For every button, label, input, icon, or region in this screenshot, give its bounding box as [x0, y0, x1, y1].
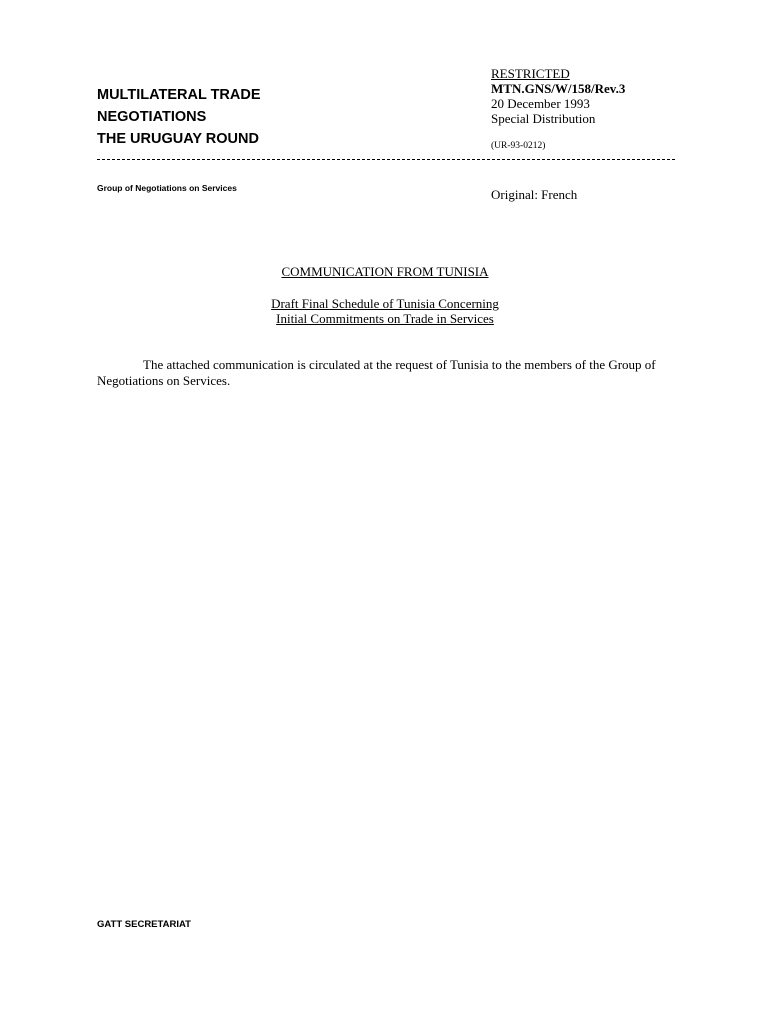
group-label: Group of Negotiations on Services [97, 183, 237, 193]
original-language: Original: French [491, 187, 578, 202]
document-title: COMMUNICATION FROM TUNISIA [281, 264, 489, 279]
footer-label: GATT SECRETARIAT [97, 919, 191, 930]
document-info-block [491, 66, 625, 154]
document-subtitle [0, 296, 770, 326]
heading-line-2: NEGOTIATIONS [97, 109, 207, 125]
header-divider [97, 159, 675, 160]
reference-number: (UR-93-0212) [491, 141, 546, 151]
restricted-label: RESTRICTED [491, 66, 570, 81]
document-symbol: MTN.GNS/W/158/Rev.3 [491, 81, 626, 96]
heading-line-3: THE URUGUAY ROUND [97, 131, 259, 147]
document-date: 20 December 1993 [491, 96, 590, 111]
subtitle-line-2: Initial Commitments on Trade in Services [276, 311, 494, 326]
body-paragraph: The attached communication is circulated at the request of Tunisia to the members of the Group of Negotiations on Services. [97, 357, 656, 388]
distribution-label: Special Distribution [491, 111, 596, 126]
heading-line-1: MULTILATERAL TRADE [97, 87, 261, 103]
negotiations-heading [97, 84, 261, 150]
subtitle-line-1: Draft Final Schedule of Tunisia Concerning [271, 296, 499, 311]
